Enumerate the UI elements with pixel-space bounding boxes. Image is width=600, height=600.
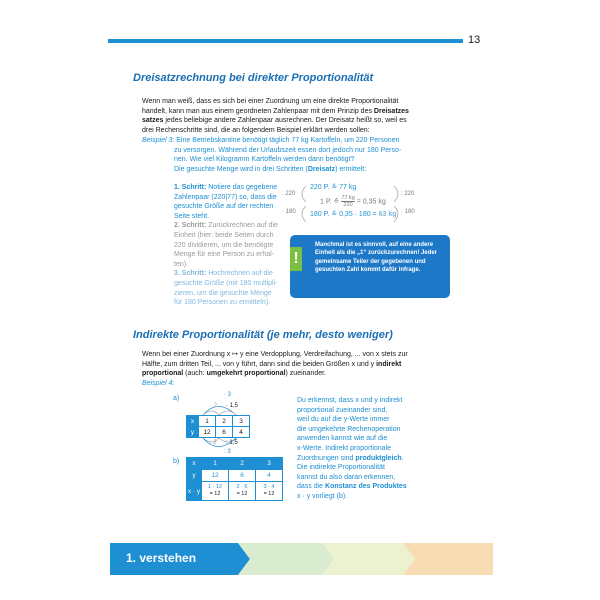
footer-segment-2 (238, 543, 334, 575)
table-a-top-inner-a: · 2 (210, 403, 218, 409)
footer-band (110, 543, 493, 575)
example-3-label: Beispiel 3: (142, 137, 175, 144)
table-a-bot-outer: : 3 (224, 449, 231, 455)
calc-row-2: 1 P. ≙ $\frac{77 kg}{220}$ = 0,35 kg (320, 195, 386, 208)
intro-paragraph: Wenn man weiß, dass es sich bei einer Zuordnung um eine direkte Proportionalität handelt, kann man aus einem geordneten Zahlenpaar mit dem Prinzip des Dreisatzes satzes jedes beliebige andere Zahlenpaar ausrechnen. Der Dreisatz heißt so, weil es drei Rechenschritte sind, die an folgendem Beispiel erklärt werden sollen: (142, 98, 409, 134)
indirect-intro: Wenn bei einer Zuordnung x ↦ y eine Verdopplung, Verdreifachung, ... von x stets zur Hälfte, zum dritten Teil, ... von y führt, dann sind die beiden Größen x und y indirekt proportional (auch: umgekehrt proportional) zueinander. Beispiel 4: (142, 351, 408, 387)
calc-left-bottom: · 180 (282, 209, 296, 215)
calc-row-3: 180 P. ≙ 0,35 · 180 = 63 kg (310, 211, 397, 218)
hint-text: Manchmal ist es sinnvoll, auf eine andere Einheit als die „1“ zurückzurechnen! Jeder gemeinsame Teiler der gegebenen und gesuchten Zahl kommt dafür infrage. (315, 242, 438, 274)
indirect-explanation: Du erkennst, dass x und y indirekt proportional zueinander sind, weil du auf die y-Werte immer die umgekehrte Rechenoperation anwenden kannst wie auf die x-Werte. Indirekt proportionale Zuordnungen sind produktgleich. Die indirekte Proportionalität kannst du also daran erkennen, dass die Konstanz des Produktes x · y vorliegt (b). (297, 397, 407, 500)
dreisatz-calculation (282, 180, 440, 225)
table-a-row-x: x 1 2 3 (187, 416, 250, 427)
footer-segment-3 (322, 543, 415, 575)
exclamation-icon: ! (290, 247, 302, 271)
table-a-bot-inner-b: : 1,5 (226, 440, 238, 446)
footer-segment-4 (403, 543, 493, 575)
table-a (186, 415, 250, 438)
calc-right-top: : 220 (401, 191, 415, 197)
table-b-row-xy: x · y 1 · 12 = 12 2 · 6 = 12 3 · 4 = 12 (187, 482, 283, 501)
footer-label: 1. verstehen (126, 551, 197, 565)
calc-left-top: : 220 (282, 191, 296, 197)
section-title-direct: Dreisatzrechnung bei direkter Proportionalität (133, 72, 374, 84)
page-number: 13 (468, 34, 481, 46)
steps-list: 1. Schritt: Notiere das gegebene Zahlenpaar (220|77) so, dass die gesuchte Größe auf der rechten Seite steht. 2. Schritt: Zurückrechnen auf die Einheit (hier: beide Seiten durch 220 dividieren, um die benötigte Menge für eine Person zu erhal- ten). 3. Schritt: Hochrechnen auf die gesuchte Größe (mit 180 multipli- zieren, um die gesuchte Menge für 180 Personen zu ermitteln). (174, 184, 278, 307)
table-a-top-outer: · 3 (224, 392, 232, 398)
table-b (186, 457, 283, 501)
table-a-top-inner-b: · 1,5 (226, 403, 239, 409)
example-4-label: Beispiel 4: (142, 379, 175, 387)
calc-right-bottom: · 180 (401, 209, 415, 215)
table-a-row-y: y 12 6 4 (187, 427, 250, 438)
header-bar (108, 39, 463, 43)
table-a-bot-inner-a: : 2 (210, 440, 217, 446)
section-title-indirect: Indirekte Proportionalität (je mehr, desto weniger) (133, 329, 393, 341)
label-b: b) (173, 458, 180, 465)
example-3: Beispiel 3: Eine Betriebskantine benötigt täglich 77 kg Kartoffeln, um 220 Personen zu versorgen. Während der Urlaubszeit essen dort jedoch nur 180 Perso- nen. Wie viel Kilogramm Kartoffeln werden dann benötigt? Die gesuchte Menge wird in drei Schritten (Dreisatz) ermittelt: (142, 137, 402, 173)
table-b-row-y: y 12 6 4 (187, 470, 283, 482)
example-4a (186, 392, 286, 458)
table-b-row-x: x 1 2 3 (187, 458, 283, 470)
label-a: a) (173, 395, 180, 402)
calc-row-1: 220 P. ≙ 77 kg (310, 184, 357, 191)
